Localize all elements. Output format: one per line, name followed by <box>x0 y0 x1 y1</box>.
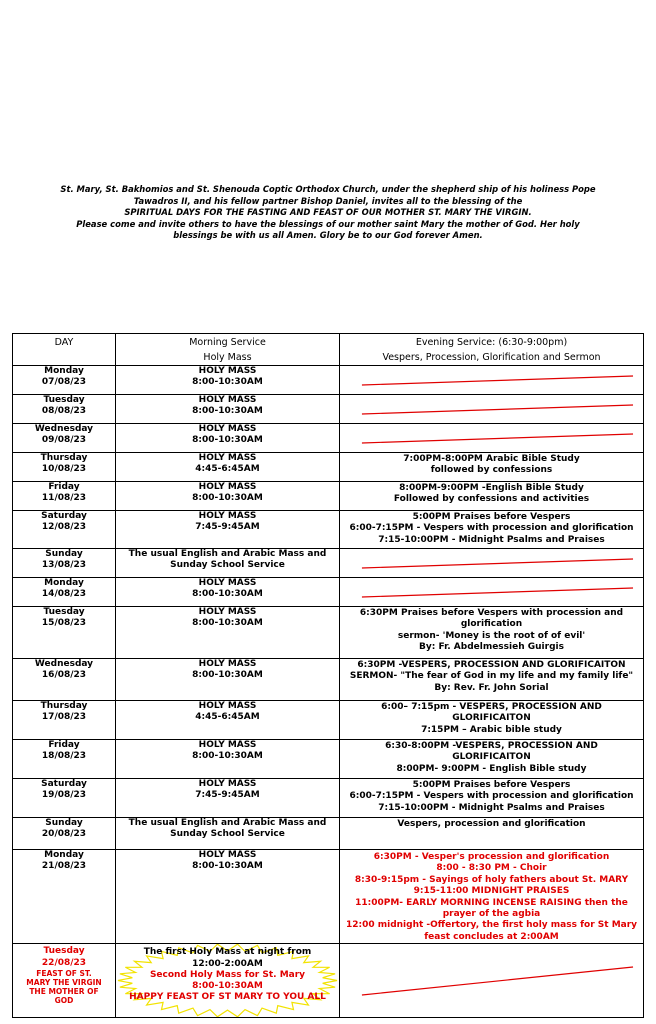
schedule-table <box>12 333 644 1018</box>
morning-line: HOLY MASS <box>198 395 257 405</box>
evening-line: 8:00PM-9:00PM -English Bible Study <box>399 483 584 493</box>
day-name: Tuesday <box>43 395 85 405</box>
morning-line: 4:45-6:45AM <box>195 464 260 475</box>
morning-line: Sunday School Service <box>170 829 285 840</box>
day-date: 16/08/23 <box>41 670 87 681</box>
morning-line: HOLY MASS <box>198 701 257 711</box>
morning-line: Sunday School Service <box>170 560 285 571</box>
morning-cell <box>116 607 340 659</box>
table-row <box>13 549 644 578</box>
evening-line: 7:00PM-8:00PM Arabic Bible Study <box>403 454 580 464</box>
day-cell <box>13 779 116 818</box>
morning-line: HOLY MASS <box>198 578 257 588</box>
day-cell <box>13 659 116 701</box>
table-row <box>13 578 644 607</box>
evening-cell <box>340 659 644 701</box>
day-date: 10/08/23 <box>41 464 87 475</box>
evening-cell <box>340 549 644 578</box>
day-date: 13/08/23 <box>41 560 87 571</box>
day-date: 08/08/23 <box>41 406 87 417</box>
day-date: 14/08/23 <box>41 589 87 600</box>
evening-cell <box>340 578 644 607</box>
morning-line: 8:00-10:30AM <box>192 377 263 388</box>
table-row <box>13 659 644 701</box>
table-row <box>13 818 644 850</box>
day-name: Thursday <box>40 701 88 711</box>
feast-mass-1-time: 12:00-2:00AM <box>192 958 263 969</box>
intro-line: blessings be with us all Amen. Glory be to our God forever Amen. <box>173 230 483 240</box>
intro-line: SPIRITUAL DAYS FOR THE FASTING AND FEAST OF OUR MOTHER ST. MARY THE VIRGIN. <box>124 207 532 217</box>
evening-line: 11:00PM- EARLY MORNING INCENSE RAISING then the <box>355 897 628 908</box>
evening-cell <box>340 424 644 453</box>
morning-cell <box>116 779 340 818</box>
empty-slash <box>342 373 641 387</box>
morning-line: 8:00-10:30AM <box>192 435 263 446</box>
table-row-feast <box>13 944 644 1018</box>
evening-line: 8:30-9:15pm - Sayings of holy fathers about St. MARY <box>354 874 629 885</box>
day-date: 19/08/23 <box>41 790 87 801</box>
day-cell <box>13 453 116 482</box>
day-date: 12/08/23 <box>41 522 87 533</box>
feast-greeting: HAPPY FEAST OF ST MARY TO YOU ALL <box>129 992 326 1003</box>
morning-line: 8:00-10:30AM <box>192 493 263 504</box>
evening-cell <box>340 779 644 818</box>
table-row <box>13 701 644 740</box>
day-cell <box>13 482 116 511</box>
morning-line: The usual English and Arabic Mass and <box>128 818 327 828</box>
evening-line: 7:15-10:00PM - Midnight Psalms and Praises <box>378 802 605 813</box>
empty-slash <box>342 585 641 599</box>
morning-line: 8:00-10:30AM <box>192 618 263 629</box>
evening-cell <box>340 482 644 511</box>
evening-line: Followed by confessions and activities <box>393 494 590 505</box>
table-row <box>13 453 644 482</box>
morning-cell <box>116 395 340 424</box>
evening-line: followed by confessions <box>430 465 553 476</box>
empty-slash <box>342 963 641 999</box>
empty-slash <box>342 556 641 570</box>
header-day: DAY <box>13 334 116 366</box>
day-date: 07/08/23 <box>41 377 87 388</box>
morning-line: 8:00-10:30AM <box>192 751 263 762</box>
morning-line: HOLY MASS <box>198 482 257 492</box>
feast-day-cell: Tuesday 22/08/23 FEAST OF ST. MARY THE VIRGIN THE MOTHER OF GOD <box>13 944 116 1018</box>
morning-cell <box>116 740 340 779</box>
evening-line: 6:30-8:00PM -VESPERS, PROCESSION AND <box>385 741 598 751</box>
evening-line: sermon- 'Money is the root of of evil' <box>397 630 586 641</box>
evening-cell <box>340 740 644 779</box>
evening-line: Vespers, procession and glorification <box>397 819 586 829</box>
morning-cell <box>116 511 340 549</box>
evening-line: prayer of the agbia <box>442 909 541 920</box>
day-cell <box>13 549 116 578</box>
morning-line: HOLY MASS <box>198 740 257 750</box>
evening-cell <box>340 453 644 482</box>
evening-line: 8:00 - 8:30 PM - Choir <box>436 863 547 874</box>
table-row <box>13 740 644 779</box>
morning-cell <box>116 424 340 453</box>
evening-line: 6:00-7:15PM - Vespers with procession and glorification <box>349 791 634 802</box>
morning-line: 8:00-10:30AM <box>192 670 263 681</box>
day-date: 09/08/23 <box>41 435 87 446</box>
morning-line: The usual English and Arabic Mass and <box>128 549 327 559</box>
day-name: Monday <box>44 850 84 860</box>
morning-cell <box>116 850 340 944</box>
evening-cell <box>340 850 644 944</box>
day-date: 11/08/23 <box>41 493 87 504</box>
day-date: 20/08/23 <box>41 829 87 840</box>
table-row <box>13 511 644 549</box>
feast-morning-cell <box>116 944 340 1018</box>
morning-cell <box>116 818 340 850</box>
evening-line: 9:15-11:00 MIDNIGHT PRAISES <box>413 886 570 897</box>
evening-cell <box>340 701 644 740</box>
morning-line: 7:45-9:45AM <box>195 790 260 801</box>
table-row <box>13 850 644 944</box>
morning-cell <box>116 482 340 511</box>
header-morning: Morning Service Holy Mass <box>116 334 340 366</box>
day-cell <box>13 424 116 453</box>
feast-evening-cell <box>340 944 644 1018</box>
day-date: 17/08/23 <box>41 712 87 723</box>
day-name: Saturday <box>41 779 87 789</box>
evening-line: 5:00PM Praises before Vespers <box>412 780 571 790</box>
table-row <box>13 779 644 818</box>
table-header-row <box>13 334 644 366</box>
day-cell <box>13 578 116 607</box>
intro-line: St. Mary, St. Bakhomios and St. Shenouda Coptic Orthodox Church, under the shepherd ship of his holiness Pope <box>60 184 596 194</box>
table-row <box>13 482 644 511</box>
morning-line: HOLY MASS <box>198 366 257 376</box>
evening-line: 6:30PM -VESPERS, PROCESSION AND GLORIFICAITON <box>357 660 626 670</box>
evening-cell <box>340 395 644 424</box>
morning-cell <box>116 701 340 740</box>
day-cell <box>13 511 116 549</box>
evening-line: SERMON- "The fear of God in my life and my family life" <box>349 671 634 682</box>
day-name: Monday <box>44 366 84 376</box>
day-name: Friday <box>48 482 80 492</box>
header-evening: Evening Service: (6:30-9:00pm) Vespers, Procession, Glorification and Sermon <box>340 334 644 366</box>
evening-line: feast concludes at 2:00AM <box>424 931 559 942</box>
day-cell <box>13 607 116 659</box>
day-name: Saturday <box>41 511 87 521</box>
morning-cell <box>116 453 340 482</box>
table-row <box>13 366 644 395</box>
evening-cell <box>340 607 644 659</box>
morning-line: HOLY MASS <box>198 779 257 789</box>
day-cell <box>13 366 116 395</box>
feast-mass-1: The first Holy Mass at night from <box>143 947 312 958</box>
evening-line: 7:15PM – Arabic bible study <box>421 724 562 735</box>
morning-line: 7:45-9:45AM <box>195 522 260 533</box>
day-name: Tuesday <box>43 607 85 617</box>
day-cell <box>13 740 116 779</box>
day-name: Thursday <box>40 453 88 463</box>
day-name: Monday <box>44 578 84 588</box>
evening-line: GLORIFICAITON <box>452 752 531 763</box>
evening-line: GLORIFICAITON <box>452 713 531 724</box>
day-date: 21/08/23 <box>41 861 87 872</box>
empty-slash <box>342 431 641 445</box>
evening-line: 6:00-7:15PM - Vespers with procession and glorification <box>349 523 634 534</box>
evening-line: 12:00 midnight -Offertory, the first holy mass for St Mary <box>345 920 638 931</box>
morning-line: 8:00-10:30AM <box>192 406 263 417</box>
evening-line: 8:00PM- 9:00PM - English Bible study <box>396 763 587 774</box>
evening-cell <box>340 818 644 850</box>
morning-line: HOLY MASS <box>198 511 257 521</box>
day-cell <box>13 818 116 850</box>
table-row <box>13 395 644 424</box>
evening-line: 6:30PM - Vesper's procession and glorification <box>373 852 610 862</box>
evening-line: 6:00– 7:15pm - VESPERS, PROCESSION AND <box>381 702 602 712</box>
evening-line: 6:30PM Praises before Vespers with procession and <box>359 608 624 618</box>
feast-mass-2: Second Holy Mass for St. Mary <box>149 969 306 980</box>
day-date: 18/08/23 <box>41 751 87 762</box>
day-name: Sunday <box>45 818 83 828</box>
evening-line: glorification <box>460 619 523 630</box>
day-cell <box>13 850 116 944</box>
morning-cell <box>116 659 340 701</box>
morning-line: HOLY MASS <box>198 659 257 669</box>
day-name: Wednesday <box>34 424 94 434</box>
morning-cell <box>116 366 340 395</box>
intro-paragraph <box>0 184 656 242</box>
table-row <box>13 424 644 453</box>
day-date: 15/08/23 <box>41 618 87 629</box>
morning-line: HOLY MASS <box>198 424 257 434</box>
morning-line: HOLY MASS <box>198 453 257 463</box>
day-name: Wednesday <box>34 659 94 669</box>
morning-cell <box>116 549 340 578</box>
evening-line: 5:00PM Praises before Vespers <box>412 512 571 522</box>
morning-line: 8:00-10:30AM <box>192 589 263 600</box>
day-cell <box>13 701 116 740</box>
intro-line: Please come and invite others to have the blessings of our mother saint Mary the mother of God. Her holy <box>76 218 580 229</box>
evening-line: By: Fr. Abdelmessieh Guirgis <box>419 642 564 653</box>
morning-line: 8:00-10:30AM <box>192 861 263 872</box>
evening-cell <box>340 366 644 395</box>
morning-line: 4:45-6:45AM <box>195 712 260 723</box>
morning-line: HOLY MASS <box>198 607 257 617</box>
evening-cell <box>340 511 644 549</box>
table-row <box>13 607 644 659</box>
intro-line: Tawadros II, and his fellow partner Bishop Daniel, invites all to the blessing of the <box>133 195 523 206</box>
day-cell <box>13 395 116 424</box>
evening-line: By: Rev. Fr. John Sorial <box>434 682 549 693</box>
evening-line: 7:15-10:00PM - Midnight Psalms and Praises <box>378 534 605 545</box>
feast-mass-2-time: 8:00-10:30AM <box>192 981 263 992</box>
morning-cell <box>116 578 340 607</box>
morning-line: HOLY MASS <box>198 850 257 860</box>
day-name: Friday <box>48 740 80 750</box>
day-name: Sunday <box>45 549 83 559</box>
empty-slash <box>342 402 641 416</box>
